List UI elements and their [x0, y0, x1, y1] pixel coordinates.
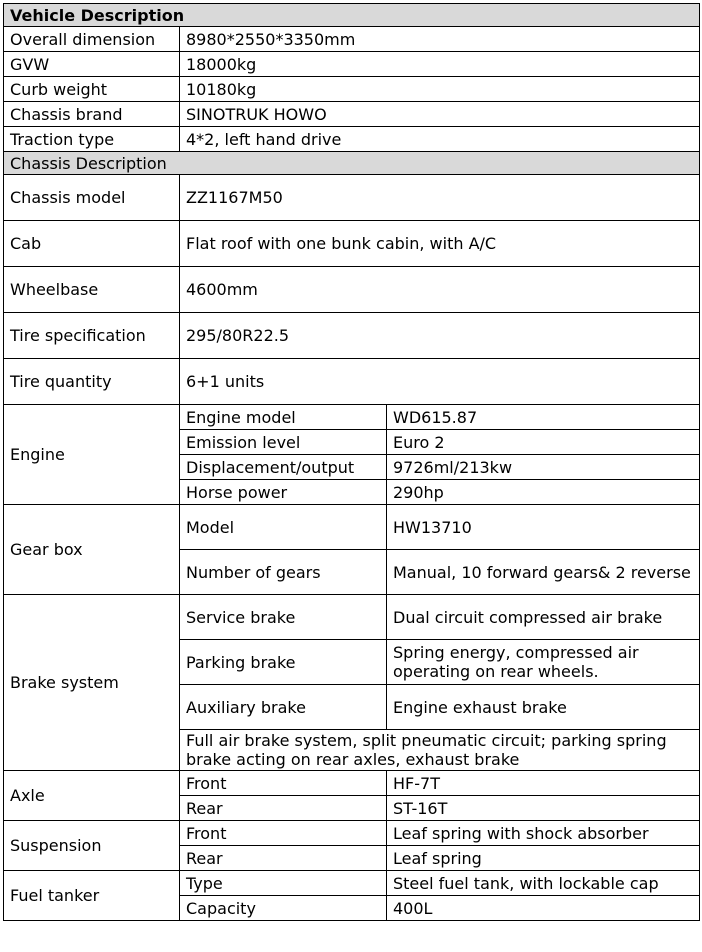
row-value: 18000kg [180, 52, 700, 77]
row-sublabel: Horse power [180, 480, 387, 505]
table-row [4, 102, 700, 127]
row-value: HF-7T [387, 771, 700, 796]
row-value: 6+1 units [180, 359, 700, 405]
row-label: Traction type [4, 127, 180, 152]
row-value: ST-16T [387, 796, 700, 821]
row-sublabel: Displacement/output [180, 455, 387, 480]
chassis-description-header: Chassis Description [4, 152, 700, 175]
row-sublabel: Engine model [180, 405, 387, 430]
row-label: Cab [4, 221, 180, 267]
row-value: SINOTRUK HOWO [180, 102, 700, 127]
table-row [4, 175, 700, 221]
fuel-tanker-label: Fuel tanker [4, 871, 180, 921]
row-sublabel: Parking brake [180, 640, 387, 685]
row-sublabel: Rear [180, 846, 387, 871]
row-sublabel: Front [180, 821, 387, 846]
row-sublabel: Emission level [180, 430, 387, 455]
row-value: 10180kg [180, 77, 700, 102]
row-sublabel: Service brake [180, 595, 387, 640]
row-sublabel: Rear [180, 796, 387, 821]
row-sublabel: Front [180, 771, 387, 796]
row-sublabel: Model [180, 505, 387, 550]
row-value: Spring energy, compressed air operating on rear wheels. [387, 640, 700, 685]
row-label: Tire quantity [4, 359, 180, 405]
suspension-label: Suspension [4, 821, 180, 871]
table-row [4, 359, 700, 405]
table-row [4, 267, 700, 313]
row-label: Overall dimension [4, 27, 180, 52]
row-value: Leaf spring [387, 846, 700, 871]
gearbox-label: Gear box [4, 505, 180, 595]
row-sublabel: Type [180, 871, 387, 896]
row-value: 295/80R22.5 [180, 313, 700, 359]
row-value: Euro 2 [387, 430, 700, 455]
row-value: 9726ml/213kw [387, 455, 700, 480]
table-row [4, 313, 700, 359]
row-value: 290hp [387, 480, 700, 505]
table-row [4, 595, 700, 640]
brake-note: Full air brake system, split pneumatic circuit; parking spring brake acting on rear axles, exhaust brake [180, 730, 700, 771]
row-label: Chassis brand [4, 102, 180, 127]
table-row [4, 77, 700, 102]
table-row [4, 405, 700, 430]
table-row [4, 221, 700, 267]
row-value: Steel fuel tank, with lockable cap [387, 871, 700, 896]
row-value: Engine exhaust brake [387, 685, 700, 730]
row-value: Dual circuit compressed air brake [387, 595, 700, 640]
row-value: WD615.87 [387, 405, 700, 430]
row-value: ZZ1167M50 [180, 175, 700, 221]
row-value: 8980*2550*3350mm [180, 27, 700, 52]
row-value: Leaf spring with shock absorber [387, 821, 700, 846]
table-row [4, 27, 700, 52]
table-row [4, 871, 700, 896]
vehicle-spec-table [3, 3, 700, 921]
row-value: HW13710 [387, 505, 700, 550]
row-label: Wheelbase [4, 267, 180, 313]
row-value: 400L [387, 896, 700, 921]
row-value: Manual, 10 forward gears& 2 reverse [387, 550, 700, 595]
row-label: Chassis model [4, 175, 180, 221]
row-value: 4600mm [180, 267, 700, 313]
row-sublabel: Capacity [180, 896, 387, 921]
row-value: Flat roof with one bunk cabin, with A/C [180, 221, 700, 267]
row-sublabel: Number of gears [180, 550, 387, 595]
row-value: 4*2, left hand drive [180, 127, 700, 152]
brake-system-label: Brake system [4, 595, 180, 771]
row-sublabel: Auxiliary brake [180, 685, 387, 730]
table-row [4, 821, 700, 846]
row-label: GVW [4, 52, 180, 77]
axle-label: Axle [4, 771, 180, 821]
row-label: Tire specification [4, 313, 180, 359]
table-row [4, 505, 700, 550]
engine-label: Engine [4, 405, 180, 505]
row-label: Curb weight [4, 77, 180, 102]
vehicle-description-header: Vehicle Description [4, 4, 700, 27]
table-row [4, 127, 700, 152]
table-row [4, 771, 700, 796]
table-row [4, 52, 700, 77]
